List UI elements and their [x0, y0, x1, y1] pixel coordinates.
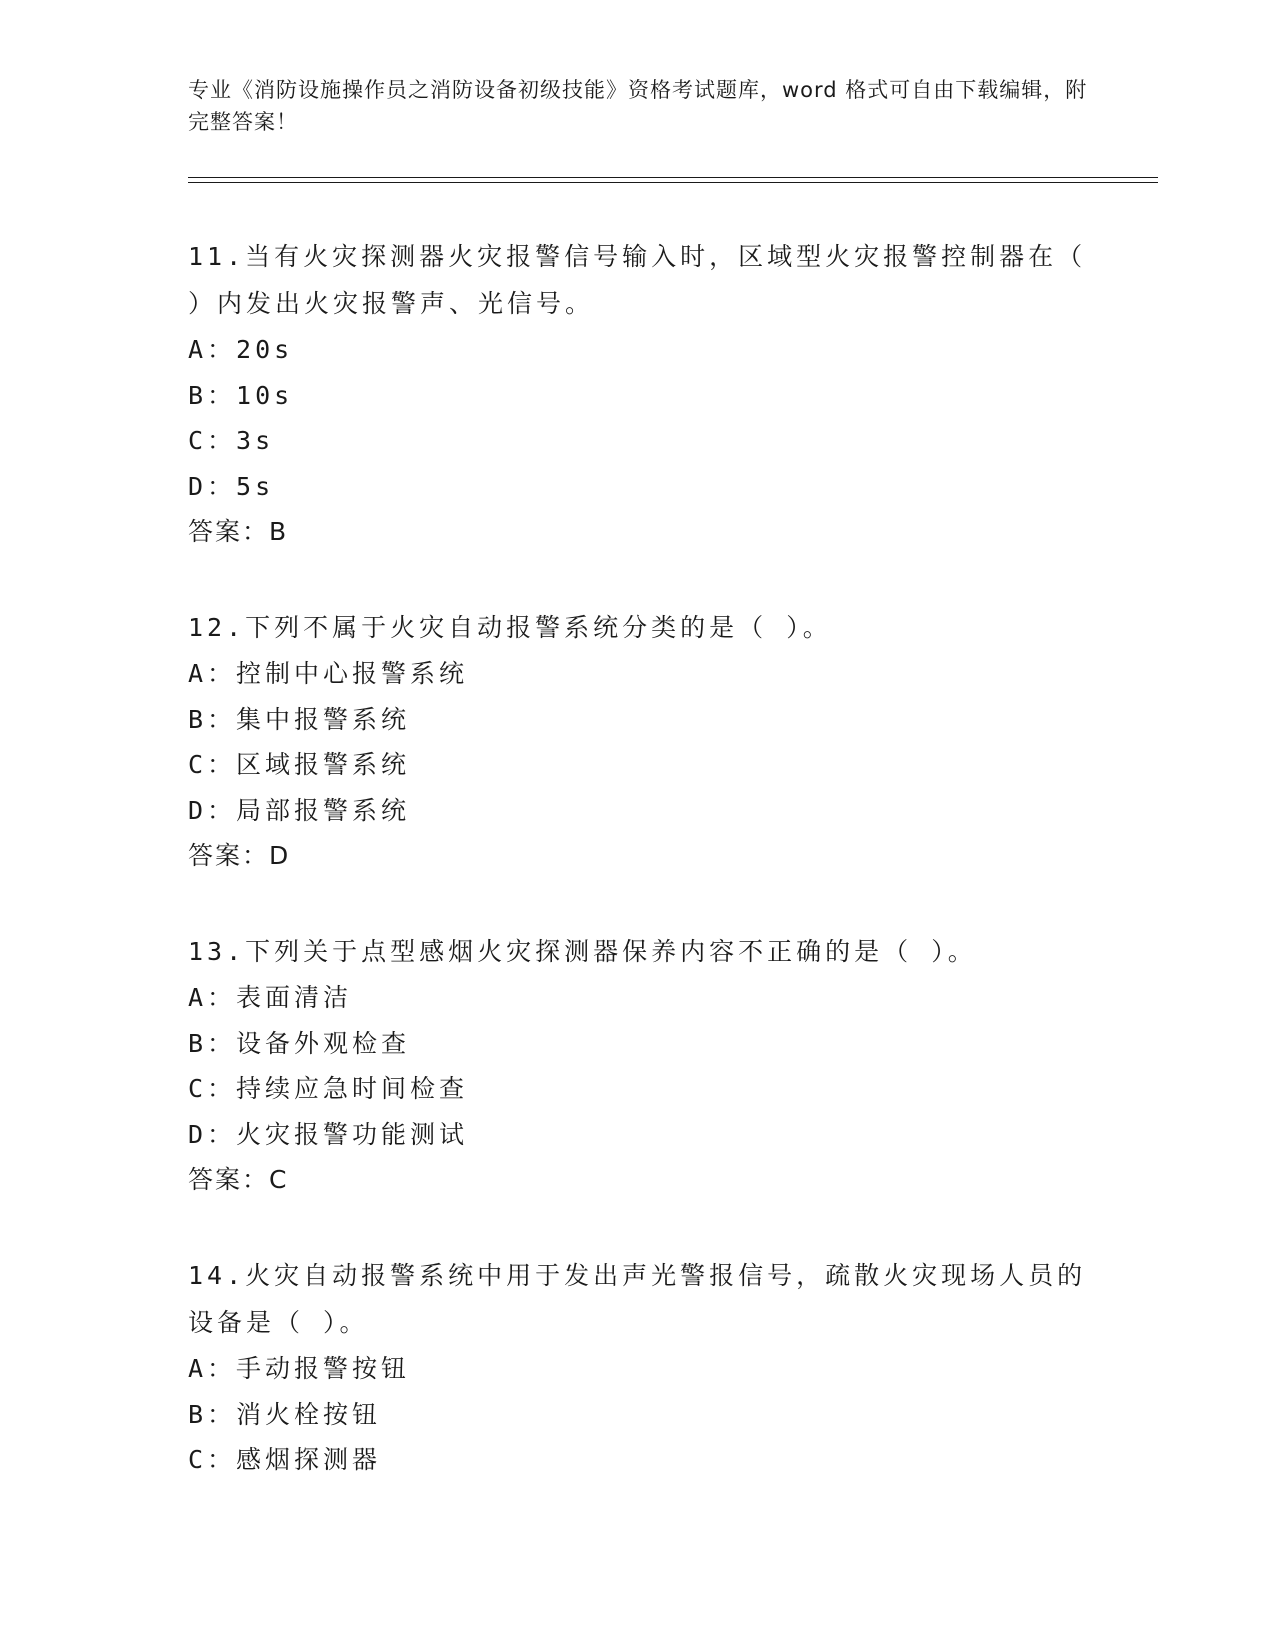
document-header: 专业《消防设施操作员之消防设备初级技能》资格考试题库，word 格式可自由下载编辑，附完整答案！	[188, 78, 1088, 134]
option-b: B：10s	[188, 380, 294, 410]
option-d: D：局部报警系统	[188, 795, 411, 825]
header-divider-line-double	[188, 182, 1158, 183]
option-c: C：感烟探测器	[188, 1445, 382, 1474]
question-list	[188, 233, 1088, 1532]
option-b: B：设备外观检查	[188, 1028, 411, 1058]
question-14	[188, 1252, 1088, 1483]
question-11	[188, 233, 1088, 555]
option-d: D：火灾报警功能测试	[188, 1119, 469, 1149]
header-divider-line	[188, 177, 1158, 178]
question-stem: 13.下列关于点型感烟火灾探测器保养内容不正确的是（ ）。	[188, 937, 977, 966]
question-stem: 12.下列不属于火灾自动报警系统分类的是（ ）。	[188, 613, 832, 642]
option-d: D：5s	[188, 471, 275, 501]
option-a: A：20s	[188, 335, 294, 364]
question-12	[188, 604, 1088, 879]
option-a: A：表面清洁	[188, 983, 353, 1012]
question-stem: 11.当有火灾探测器火灾报警信号输入时，区域型火灾报警控制器在（ ）内发出火灾报警声、光信号。	[188, 242, 1087, 318]
option-c: C：3s	[188, 426, 275, 455]
answer-label: 答案：D	[188, 841, 291, 870]
question-stem: 14.火灾自动报警系统中用于发出声光警报信号，疏散火灾现场人员的设备是（ ）。	[188, 1261, 1087, 1337]
option-a: A：控制中心报警系统	[188, 659, 469, 688]
option-c: C：区域报警系统	[188, 750, 411, 779]
question-13	[188, 928, 1088, 1203]
answer-label: 答案：C	[188, 1165, 289, 1194]
answer-label: 答案：B	[188, 517, 289, 546]
option-b: B：集中报警系统	[188, 704, 411, 734]
option-c: C：持续应急时间检查	[188, 1074, 469, 1103]
option-a: A：手动报警按钮	[188, 1354, 411, 1383]
option-b: B：消火栓按钮	[188, 1399, 382, 1429]
